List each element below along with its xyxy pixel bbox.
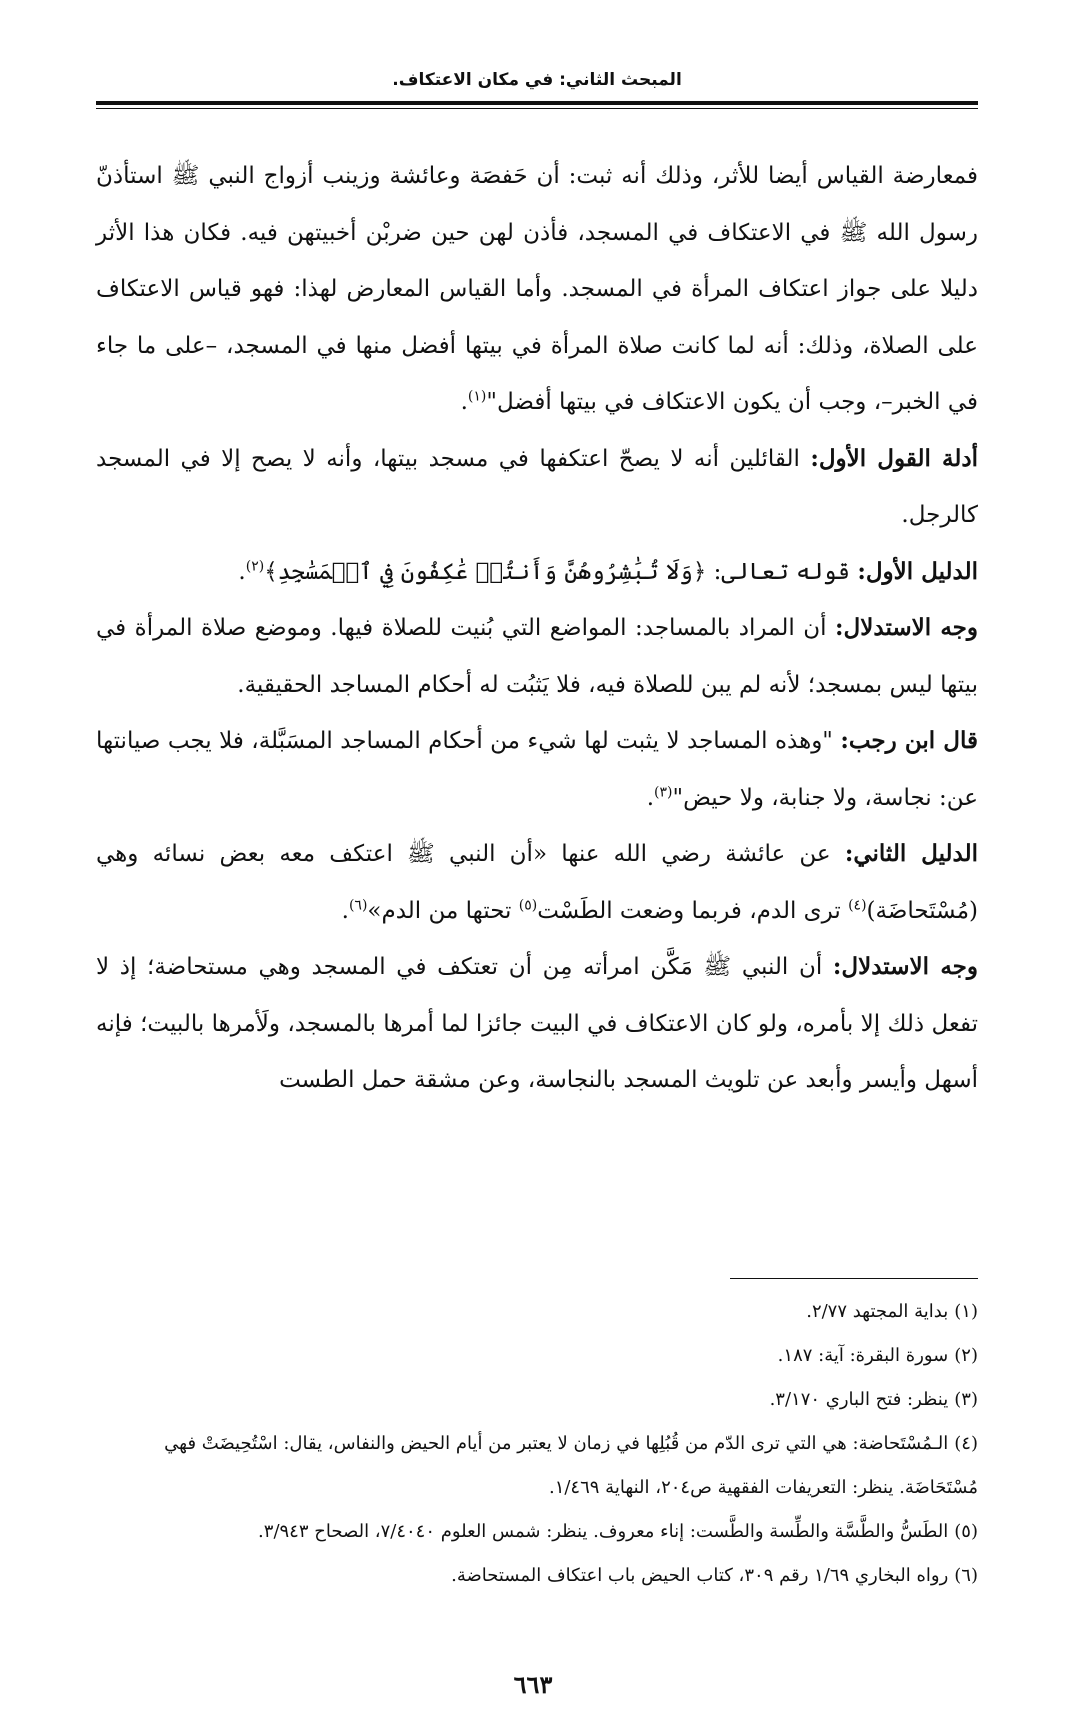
paragraph-inference-1: [96, 600, 978, 713]
footnotes: [96, 1290, 978, 1598]
punctuation: .: [646, 784, 655, 811]
footnote: [96, 1334, 978, 1378]
paragraph-first-proof: [96, 544, 978, 601]
footnote-text: سورة البقرة: آية: ١٨٧.: [777, 1345, 949, 1366]
paragraph-text: "وهذه المساجد لا يثبت لها شيء من أحكام المساجد المسَبَّلة، فلا يجب صيانتها عن: نجاسة، ولا جنابة، ولا حيض": [96, 728, 978, 811]
running-header: المبحث الثاني: في مكان الاعتكاف.: [392, 70, 682, 90]
paragraph-first-opinion-evidence: [96, 431, 978, 544]
paragraph-second-proof: [96, 826, 978, 939]
footnote-text: الـمُسْتَحاضة: هي التي ترى الدّم من قُبُلِها في زمان لا يعتبر من أيام الحيض والنفاس، يقال: اسْتُحِيضَتْ فهي مُسْتَحَاضَة. ينظر: التعريفات الفقهية ص٢٠٤، النهاية ١/٤٦٩.: [164, 1433, 978, 1498]
footnote: [96, 1378, 978, 1422]
footnote: [96, 1422, 978, 1510]
paragraph-ibn-rajab: [96, 713, 978, 826]
footnote-number: (٤): [954, 1433, 978, 1454]
section-label: وجه الاستدلال:: [832, 953, 978, 980]
punctuation: .: [460, 389, 468, 415]
footnote: [96, 1554, 978, 1598]
footnote-ref: (٣): [654, 783, 673, 800]
paragraph-text: القائلين أنه لا يصحّ اعتكفها في مسجد بيتها، وأنه لا يصح إلا في المسجد كالرجل.: [96, 445, 978, 528]
paragraph-text: تحتها من الدم»: [367, 897, 519, 924]
footnote-number: (٣): [954, 1389, 978, 1410]
punctuation: .: [238, 558, 246, 585]
paragraph-inference-2: [96, 939, 978, 1109]
punctuation: .: [341, 897, 349, 924]
footnote: [96, 1290, 978, 1334]
footnote-text: ينظر: فتح الباري ٣/١٧٠.: [769, 1389, 949, 1410]
paragraph-text: أن المراد بالمساجد: المواضع التي بُنيت للصلاة فيها. وموضع صلاة المرأة في بيتها ليس بمسجد؛ لأنه لم يبن للصلاة فيه، فلا يَثبُت له أحكام المساجد الحقيقية.: [96, 615, 978, 698]
section-label: وجه الاستدلال:: [835, 614, 978, 641]
section-label: الدليل الأول:: [857, 557, 978, 585]
footnote-ref: (٤): [848, 896, 867, 913]
header-rule-thick: [96, 101, 978, 105]
paragraph-text: قوله تعالى: ﴿وَلَا تُبَٰشِرُوهُنَّ وَأَنتُمۡ عَٰكِفُونَ فِي ٱلۡمَسَٰجِدِ﴾: [264, 558, 858, 585]
footnote-ref: (٦): [348, 896, 368, 913]
section-label: أدلة القول الأول:: [810, 444, 978, 472]
paragraph-text: أن النبي ﷺ مَكَّن امرأته مِن أن تعتكف في المسجد وهي مستحاضة؛ إذ لا تفعل ذلك إلا بأمره، ولو كان الاعتكاف في البيت جائزا لما أمرها بالمسجد، ولَأمرها بالبيت؛ فإنه أسهل وأيسر وأبعد عن تلويث المسجد بالنجاسة، وعن مشقة حمل الطست: [96, 954, 978, 1093]
footnote-text: الطَسُّ والطَّسَّة والطِّسة والطَّست: إناء معروف. ينظر: شمس العلوم ٧/٤٠٤٠، الصحاح ٣/٩٤٣.: [258, 1521, 949, 1542]
footnote-ref: (١): [467, 388, 487, 405]
main-text: [96, 148, 978, 1109]
footnote-ref: (٢): [245, 557, 265, 574]
footnote-text: بداية المجتهد ٢/٧٧.: [806, 1301, 949, 1322]
section-label: الدليل الثاني:: [844, 840, 978, 867]
paragraph-qiyas: [96, 148, 978, 431]
paragraph-text: عن عائشة رضي الله عنها «أن النبي ﷺ اعتكف معه بعض نسائه وهي (مُسْتَحاضَة): [96, 841, 978, 924]
footnote-number: (٢): [954, 1345, 978, 1366]
footnote-text: رواه البخاري ١/٦٩ رقم ٣٠٩، كتاب الحيض باب اعتكاف المستحاضة.: [451, 1565, 949, 1586]
footnote-number: (٦): [954, 1565, 978, 1586]
paragraph-text: فمعارضة القياس أيضا للأثر، وذلك أنه ثبت: أن حَفصَة وعائشة وزينب أزواج النبي ﷺ استأذنّ رسول الله ﷺ في الاعتكاف في المسجد، فأذن لهن حين ضربْن أخبيتهن فيه. فكان هذا الأثر دليلا على جواز اعتكاف المرأة في المسجد. وأما القياس المعارض لهذا: فهو قياس الاعتكاف على الصلاة، وذلك: أنه لما كانت صلاة المرأة في بيتها أفضل منها في المسجد، –على ما جاء في الخبر–، وجب أن يكون الاعتكاف في بيتها أفضل": [96, 163, 978, 415]
page-number: ٦٦٣: [513, 1670, 553, 1699]
footnote-number: (١): [954, 1301, 978, 1322]
footnote-ref: (٥): [518, 896, 538, 913]
header-rule-thin: [96, 108, 978, 109]
footnote-number: (٥): [954, 1521, 978, 1542]
paragraph-text: ترى الدم، فربما وضعت الطَسْت: [537, 897, 849, 924]
section-label: قال ابن رجب:: [840, 727, 978, 754]
footnote: [96, 1510, 978, 1554]
footnote-separator: [730, 1278, 978, 1279]
